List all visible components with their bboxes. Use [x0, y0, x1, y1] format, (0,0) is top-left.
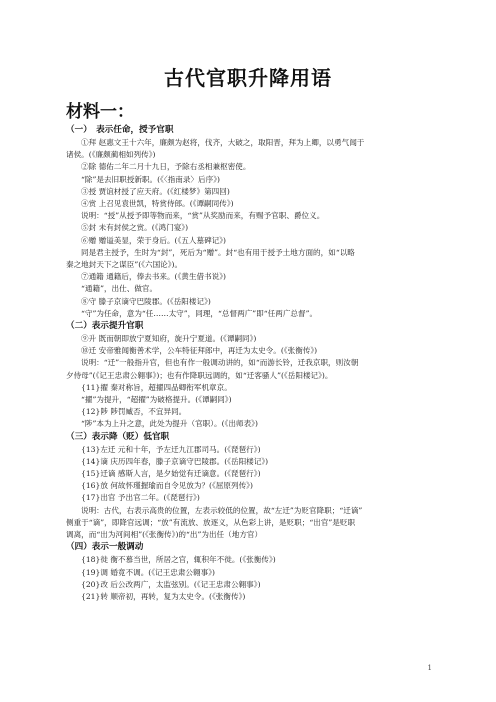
paragraph-line: ⑥赠 赠谥美显，荣于身后。(《五人墓碑记》): [81, 235, 227, 245]
paragraph-line: ⑤封 未有封侯之赏。(《鸿门宴》): [81, 223, 189, 233]
paragraph-line: “守”为任命，意为“任……太守”，同理，“总督两广”即“任两广总督”。: [81, 308, 318, 318]
paragraph-line: ⑧守 滕子京谪守巴陵郡。(《岳阳楼记》): [81, 296, 211, 306]
paragraph-line: {21}转 顺帝初，再转，复为太史令。(《张衡传》): [81, 591, 246, 601]
paragraph-line: {17}出官 予出官二年。(《琵琶行》): [81, 493, 200, 503]
paragraph-line: 说明：“迁”一般指升官，但也有作一般调动讲的，如“而游长铃，迁我京职，则汝朝: [81, 358, 359, 368]
paragraph-line: “除”是去旧职授新职。(《〈指南录〉后序》): [81, 174, 220, 184]
paragraph-line: “陟”本为上升之意，此处为提升（官职）。(《出师表》): [81, 419, 258, 429]
section-heading-3: （三）表示降（贬）低官职: [66, 431, 170, 442]
paragraph-line: 说明：古代，右表示高贵的位置，左表示较低的位置，故“左迁”为贬官降职；“迁谪”: [81, 505, 363, 515]
section-heading-1: （一） 表示任命，授予官职: [66, 125, 174, 135]
document-title: 古代官职升降用语: [164, 66, 332, 90]
paragraph-line: {14}谪 庆历四年春，滕子京谪守巴陵郡。(《岳阳楼记》): [81, 456, 269, 466]
paragraph-line: “擢”为提升，“超擢”为破格提升。(《谭嗣同》): [81, 395, 232, 405]
paragraph-line: {12}陟 陟罚臧否，不宜异同。: [81, 407, 187, 417]
paragraph-line: “通籍”，出仕、做官。: [81, 284, 158, 294]
paragraph-line: ③授 贾谊材授了应天府。(《红楼梦》第四回): [81, 186, 230, 196]
section-heading-4: （四）表示一般调动: [66, 542, 144, 553]
paragraph-line: ⑩迁 安帝雅闻衡善术学，公车特征拜郎中，再迁为太史令。(《张衡传》): [81, 346, 318, 356]
paragraph-line: {18}徙 衡不慕当世，所居之官，辄积年不徙。(《张衡传》): [81, 555, 276, 565]
section-heading-2: （二）表示提升官职: [66, 321, 144, 332]
paragraph-line: 说明：“授”从授予即等物而来，“赏”从奖励而来，有赐予官职、爵位义。: [81, 211, 325, 221]
paragraph-line: ①拜 赵惠文王十六年，廉颇为赵将，伐齐，大破之，取阳晋，拜为上卿，以勇气闻于: [81, 138, 365, 147]
paragraph-line: 诸侯。(《廉颇蔺相如列传》): [66, 150, 156, 160]
paragraph-line: {15}迁谪 感斯人言，是夕始觉有迁谪意。(《琵琶行》): [81, 469, 261, 479]
material-heading: 材料一：: [66, 102, 134, 122]
paragraph-line: ④赏 上召见袁世凯，特赏侍郎。(《谭嗣同传》): [81, 199, 234, 209]
paragraph-line: {19}调 婚竟不调。(《记王忠肃公翱事》): [81, 567, 215, 577]
paragraph-line: ⑦通籍 通籍后，俸去书来。(《黄生借书说》): [81, 272, 227, 282]
paragraph-line: 侧重于“谪”，即降官远调；“放”有流放、放逐义，从色彩上讲，是贬职；“出官”是贬职: [66, 517, 356, 527]
paragraph-line: 秦之地封天下之谋臣”(《六国论》)。: [66, 260, 183, 270]
paragraph-line: {16}放 何故怀瑾握瑜而自令见放为？(《屈原列传》): [81, 481, 253, 491]
paragraph-line: ②除 德佑二年二月十九日，予除右丞相兼枢密使。: [81, 162, 251, 172]
paragraph-line: 同是君主授予，生时为“封”，死后为“赠”。封“也有用于授予土地方面的，如“以略: [81, 247, 355, 257]
paragraph-line: 调离，而“出为河间相”(《张衡传》)的“出”为出任（地方官）: [66, 530, 263, 540]
paragraph-line: {11}擢 秦对称旨，超擢四品卿衔军机章京。: [81, 382, 232, 392]
paragraph-line: ⑨升 既而朝即放宁夏知府，旋升宁夏道。(《谭嗣同》): [81, 334, 257, 344]
paragraph-line: 夕侍母”(《记王忠肃公翱事》)；也有作降职远调的，如“迁客骚人”(《岳阳楼记》)。: [66, 370, 333, 380]
page-number: 1: [427, 664, 432, 672]
paragraph-line: {13}左迁 元和十年，予左迁九江郡司马。(《琵琶行》): [81, 444, 261, 454]
document-body: [66, 124, 438, 603]
paragraph-line: {20}改 后公改两广，太监弦别。(《记王忠肃公翱事》): [81, 579, 261, 589]
